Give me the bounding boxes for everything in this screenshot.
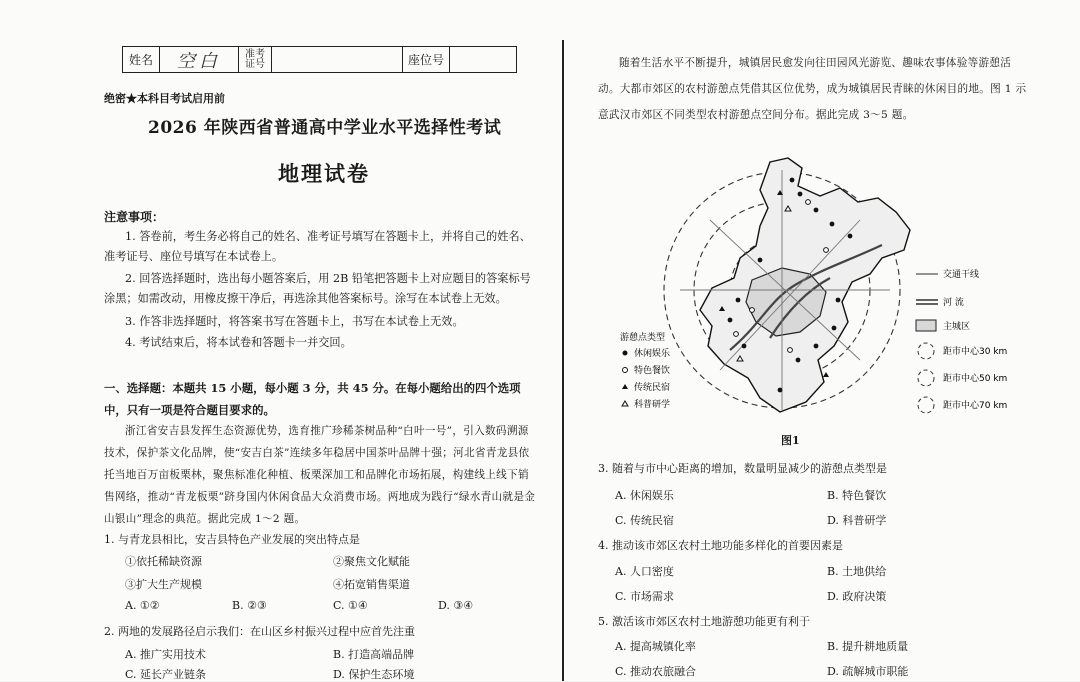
confidential-mark: 绝密★本科目考试启用前 bbox=[104, 92, 225, 105]
exam-title: 2026 年陕西省普通高中学业水平选择性考试 bbox=[148, 118, 502, 138]
legend-left-title: 游憩点类型 bbox=[620, 333, 666, 343]
question-5-stem: 5. 激活该市郊区农村土地游憩功能更有利于 bbox=[598, 615, 810, 628]
q5-option-b: B. 提升耕地质量 bbox=[827, 640, 909, 653]
q2-option-a: A. 推广实用技术 bbox=[125, 648, 206, 661]
q3-option-b: B. 特色餐饮 bbox=[827, 489, 887, 502]
q4-option-b: B. 土地供给 bbox=[827, 565, 887, 578]
subject-title: 地理试卷 bbox=[278, 161, 370, 186]
legend-leisure-icon bbox=[623, 351, 628, 356]
exam-id-label bbox=[239, 47, 272, 72]
name-field[interactable]: 空白 bbox=[160, 47, 239, 72]
q2-option-c: C. 延长产业链条 bbox=[125, 668, 207, 681]
q5-option-a: A. 提高城镇化率 bbox=[615, 640, 696, 653]
legend-ring50: 距市中心50 km bbox=[943, 374, 1008, 384]
q1-item-2: ②聚焦文化赋能 bbox=[333, 555, 410, 568]
legend-traffic: 交通干线 bbox=[943, 270, 980, 280]
q3-option-d: D. 科普研学 bbox=[827, 514, 887, 527]
question-1-stem: 1. 与青龙县相比，安吉县特色产业发展的突出特点是 bbox=[104, 533, 360, 546]
legend-ring50-icon bbox=[918, 370, 934, 386]
q1-item-3: ③扩大生产规模 bbox=[125, 578, 202, 591]
legend-study-icon bbox=[622, 401, 628, 406]
exam-id-label-line2: 证号 bbox=[245, 58, 265, 70]
legend-ring70: 距市中心70 km bbox=[943, 401, 1008, 411]
q4-option-c: C. 市场需求 bbox=[615, 590, 675, 603]
q2-option-d: D. 保护生态环境 bbox=[333, 668, 415, 681]
q1-option-d: D. ③④ bbox=[438, 599, 474, 612]
passage-2: 随着生活水平不断提升，城镇居民愈发向往田园风光游览、趣味农事体验等游憩活动。大都市郊区的农村游憩点凭借其区位优势，成为城镇居民青睐的休闲目的地。图 1 示意武汉市郊区不同类型农村游憩点空间分布。据此完成 3～5 题。 bbox=[598, 57, 1027, 121]
question-4-stem: 4. 推动该市郊区农村土地功能多样化的首要因素是 bbox=[598, 539, 843, 552]
legend-leisure: 休闲娱乐 bbox=[634, 349, 671, 359]
note-3: 3. 作答非选择题时，将答案书写在答题卡上，书写在本试卷上无效。 bbox=[125, 315, 464, 328]
section-1-heading: 一、选择题：本题共 15 小题，每小题 3 分，共 45 分。在每小题给出的四个选项中，只有一项是符合题目要求的。 bbox=[104, 381, 521, 417]
q3-option-c: C. 传统民宿 bbox=[615, 514, 675, 527]
exam-id-label-line1: 准考 bbox=[245, 48, 265, 60]
legend-ring70-icon bbox=[918, 397, 934, 413]
passage-1: 浙江省安吉县发挥生态资源优势，选育推广珍稀茶树品种“白叶一号”，引入数码溯源技术，保护茶文化品牌，使“安吉白茶”连续多年稳居中国茶叶品牌十强；河北省青龙县依托当地百万亩板栗林，聚焦标准化种植、板栗深加工和品牌化市场拓展，构建线上线下销售网络，推动“青龙板栗”跻身国内休闲食品大众消费市场。两地成为践行“绿水青山就是金山银山”理念的典范。据此完成 1～2 题。 bbox=[104, 425, 536, 525]
q5-option-d: D. 疏解城市职能 bbox=[827, 665, 909, 678]
q1-option-c: C. ①④ bbox=[333, 599, 368, 612]
legend-ring30-icon bbox=[918, 343, 934, 359]
name-label: 姓名 bbox=[123, 47, 160, 72]
legend-ring30: 距市中心30 km bbox=[943, 347, 1008, 357]
notes-title: 注意事项： bbox=[104, 210, 165, 224]
wuhan-map-figure bbox=[620, 150, 1040, 440]
q4-option-a: A. 人口密度 bbox=[615, 565, 674, 578]
q2-option-b: B. 打造高端品牌 bbox=[333, 648, 415, 661]
q1-item-1: ①依托稀缺资源 bbox=[125, 555, 202, 568]
legend-dining: 特色餐饮 bbox=[634, 366, 671, 376]
legend-study: 科普研学 bbox=[634, 400, 671, 410]
legend-dining-icon bbox=[623, 368, 628, 373]
q4-option-d: D. 政府决策 bbox=[827, 590, 887, 603]
seat-field[interactable] bbox=[450, 47, 516, 72]
legend-river: 河 流 bbox=[943, 298, 964, 308]
legend-homestay: 传统民宿 bbox=[634, 383, 671, 393]
q5-option-c: C. 推动农旅融合 bbox=[615, 665, 697, 678]
question-3-stem: 3. 随着与市中心距离的增加，数量明显减少的游憩点类型是 bbox=[598, 462, 887, 475]
legend-right bbox=[916, 268, 1007, 413]
figure-caption: 图1 bbox=[781, 434, 800, 447]
column-divider bbox=[562, 40, 564, 681]
seat-label: 座位号 bbox=[403, 47, 450, 72]
question-2-stem: 2. 两地的发展路径启示我们：在山区乡村振兴过程中应首先注重 bbox=[104, 625, 415, 638]
legend-homestay-icon bbox=[622, 384, 628, 389]
note-1: 1. 答卷前，考生务必将自己的姓名、准考证号填写在答题卡上，并将自己的姓名、准考证号、座位号填写在本试卷上。 bbox=[104, 230, 531, 263]
q1-option-a: A. ①② bbox=[125, 599, 160, 612]
q3-option-a: A. 休闲娱乐 bbox=[615, 489, 674, 502]
exam-id-field[interactable] bbox=[272, 47, 403, 72]
legend-urban: 主城区 bbox=[943, 322, 971, 332]
q1-item-4: ④拓宽销售渠道 bbox=[333, 578, 410, 591]
legend-river-icon bbox=[916, 300, 938, 304]
legend-urban-icon bbox=[916, 320, 936, 331]
legend-left bbox=[620, 331, 671, 410]
candidate-info-table bbox=[122, 46, 517, 73]
note-2: 2. 回答选择题时，选出每小题答案后，用 2B 铅笔把答题卡上对应题目的答案标号涂黑；如需改动，用橡皮擦干净后，再选涂其他答案标号。涂写在本试卷上无效。 bbox=[104, 272, 531, 305]
note-4: 4. 考试结束后，将本试卷和答题卡一并交回。 bbox=[125, 336, 352, 349]
q1-option-b: B. ②③ bbox=[232, 599, 267, 612]
